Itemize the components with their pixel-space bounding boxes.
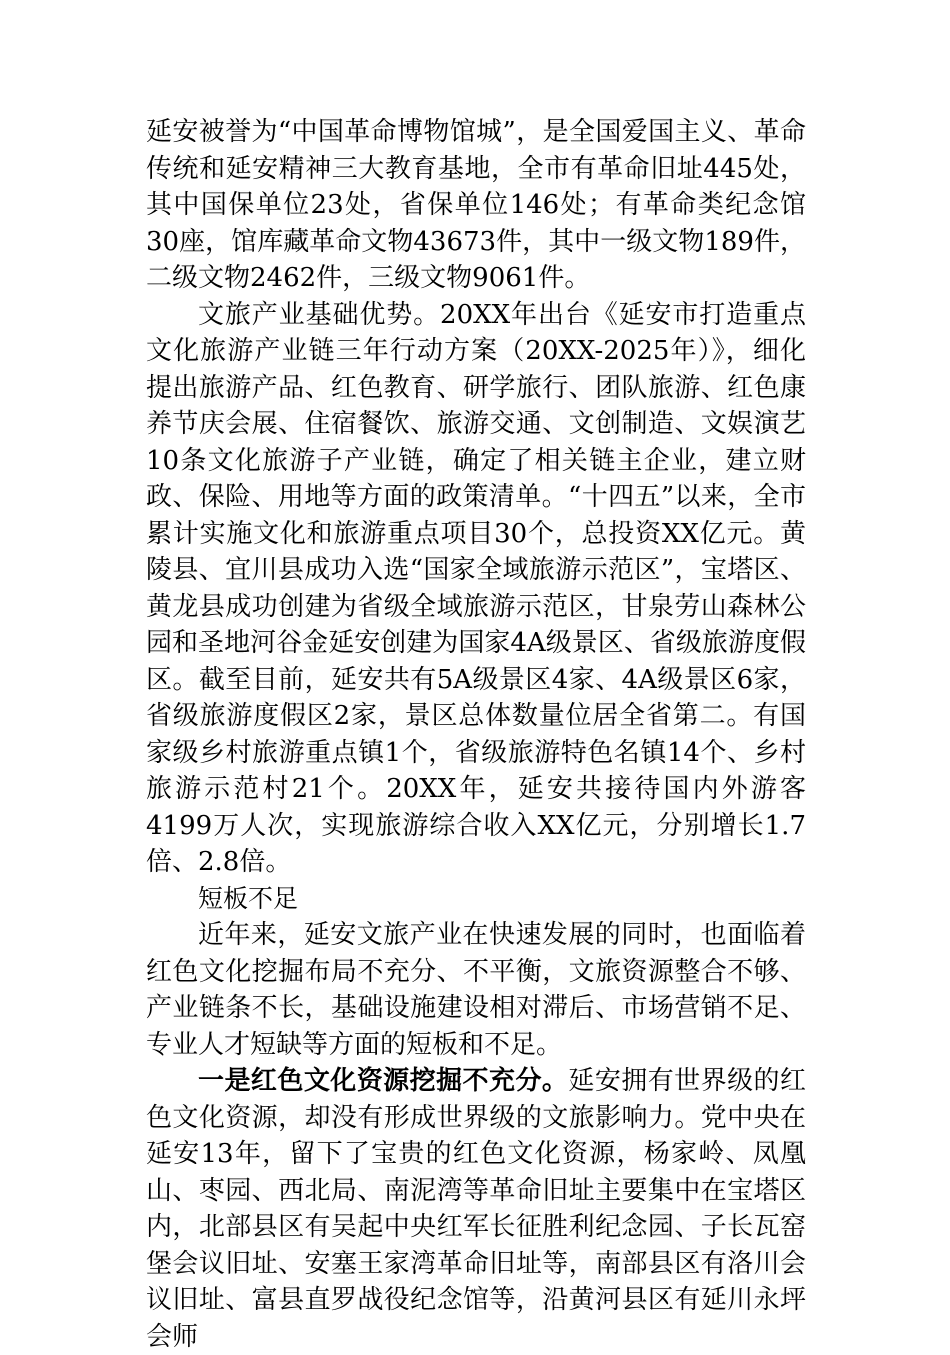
- section-heading-shortcomings: 短板不足: [198, 883, 299, 913]
- point-one-body: 延安拥有世界级的红色文化资源，却没有形成世界级的文旅影响力。党中央在延安13年，留下了宝贵的红色文化资源，杨家岭、凤凰山、枣园、西北局、南泥湾等革命旧址主要集中在宝塔区内，北部县区有吴起中央红军长征胜利纪念园、子长瓦窑堡会议旧址、安塞王家湾革命旧址等，南部县区有洛川会议旧址、富县直罗战役纪念馆等，沿黄河县区有延川永坪会师: [146, 1066, 806, 1352]
- paragraph-red-culture-point: [146, 1063, 806, 1355]
- paragraph-shortcomings-overview: 近年来，延安文旅产业在快速发展的同时，也面临着红色文化挖掘布局不充分、不平衡，文旅资源整合不够、产业链条不长，基础设施建设相对滞后、市场营销不足、专业人才短缺等方面的短板和不足。: [146, 920, 806, 1060]
- document-body: [146, 114, 806, 1355]
- point-one-lead: 一是红色文化资源挖掘不充分。: [198, 1066, 569, 1096]
- paragraph-revolution-museum-city: 延安被誉为“中国革命博物馆城”，是全国爱国主义、革命传统和延安精神三大教育基地，全市有革命旧址445处，其中国保单位23处，省保单位146处；有革命类纪念馆30座，馆库藏革命文物43673件，其中一级文物189件，二级文物2462件，三级文物9061件。: [146, 117, 806, 293]
- paragraph-industry-advantage: 文旅产业基础优势。20XX年出台《延安市打造重点文化旅游产业链三年行动方案（20XX-2025年）》，细化提出旅游产品、红色教育、研学旅行、团队旅游、红色康养节庆会展、住宿餐饮、旅游交通、文创制造、文娱演艺10条文化旅游子产业链，确定了相关链主企业，建立财政、保险、用地等方面的政策清单。“十四五”以来，全市累计实施文化和旅游重点项目30个，总投资XX亿元。黄陵县、宜川县成功入选“国家全域旅游示范区”，宝塔区、黄龙县成功创建为省级全域旅游示范区，甘泉劳山森林公园和圣地河谷金延安创建为国家4A级景区、省级旅游度假区。截至目前，延安共有5A级景区4家、4A级景区6家，省级旅游度假区2家，景区总体数量位居全省第二。有国家级乡村旅游重点镇1个，省级旅游特色名镇14个、乡村旅游示范村21个。20XX年，延安共接待国内外游客4199万人次，实现旅游综合收入XX亿元，分别增长1.7倍、2.8倍。: [146, 299, 806, 877]
